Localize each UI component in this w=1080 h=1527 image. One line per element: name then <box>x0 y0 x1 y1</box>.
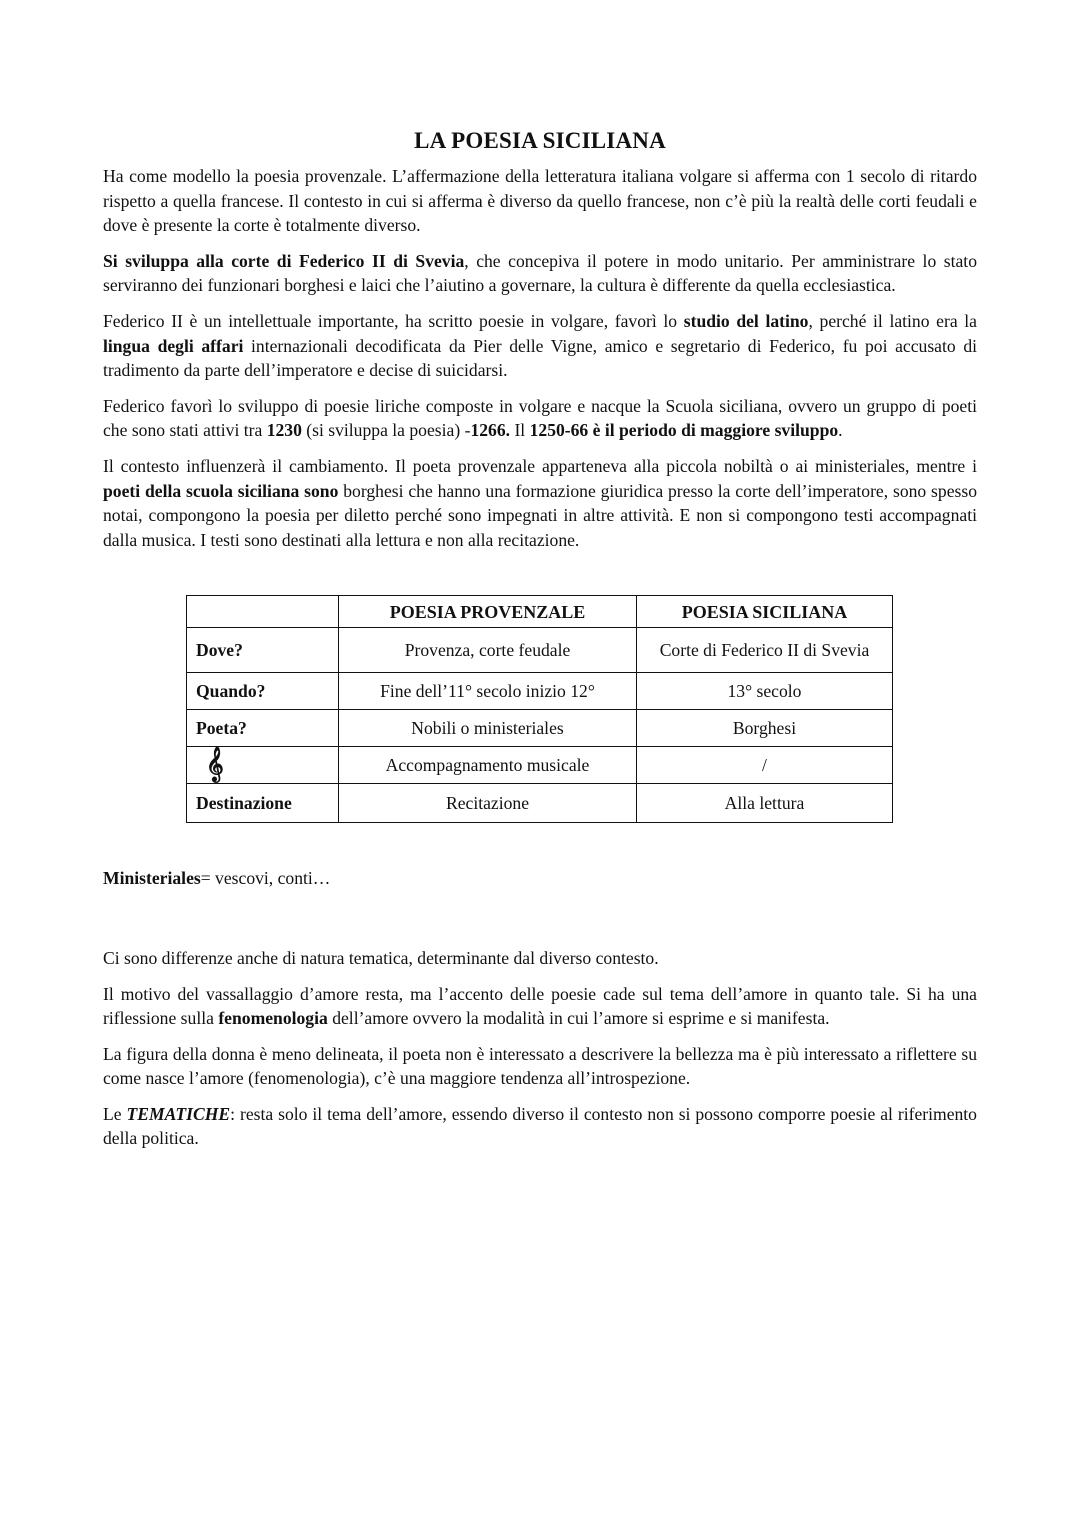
table-row <box>187 673 893 710</box>
paragraph-intro: Ha come modello la poesia provenzale. L’affermazione della letteratura italiana volgare si afferma con 1 secolo di ritardo rispetto a quella francese. Il contesto in cui si afferma è diverso da quello francese, non c’è più la realtà delle corti feudali e dove è presente la corte è totalmente diverso. <box>103 166 977 236</box>
table-cell: Alla lettura <box>637 784 893 823</box>
row-label <box>187 747 339 784</box>
paragraph-contesto: Il contesto influenzerà il cambiamento. Il poeta provenzale apparteneva alla piccola nobiltà o ai ministeriales, mentre i poeti della scuola siciliana sono borghesi che hanno una formazione giuridica presso la corte dell’imperatore, sono spesso notai, compongono la poesia per diletto perché sono impegnati in altre attività. E non si compongono testi accompagnati dalla musica. I testi sono destinati alla lettura e non alla recitazione. <box>103 455 977 550</box>
table-cell: 13° secolo <box>637 673 893 710</box>
paragraph-scuola-siciliana: Federico favorì lo sviluppo di poesie liriche composte in volgare e nacque la Scuola siciliana, ovvero un gruppo di poeti che sono stati attivi tra 1230 (si sviluppa la poesia) -1266. Il 1250-66 è il periodo di maggiore sviluppo. <box>103 395 977 441</box>
table-header-provenzale: POESIA PROVENZALE <box>339 596 637 628</box>
treble-clef-icon: 𝄞 <box>206 747 224 783</box>
row-label: Quando? <box>187 673 339 710</box>
table-cell: Corte di Federico II di Svevia <box>637 628 893 673</box>
comparison-table-wrapper <box>186 595 977 823</box>
table-cell: / <box>637 747 893 784</box>
paragraph-tematiche: Le TEMATICHE: resta solo il tema dell’amore, essendo diverso il contesto non si possono comporre poesie al riferimento della politica. <box>103 1103 977 1149</box>
paragraph-federico-intellectual: Federico II è un intellettuale importante, ha scritto poesie in volgare, favorì lo studio del latino, perché il latino era la lingua degli affari internazionali decodificata da Pier delle Vigne, amico e segretario di Federico, fu poi accusato di tradimento da parte dell’imperatore e decise di suicidarsi. <box>103 310 978 381</box>
table-cell: Accompagnamento musicale <box>339 747 637 784</box>
row-label: Destinazione <box>187 784 339 823</box>
table-cell: Recitazione <box>339 784 637 823</box>
page-title: LA POESIA SICILIANA <box>414 128 666 153</box>
table-row <box>187 710 893 747</box>
paragraph-donna: La figura della donna è meno delineata, il poeta non è interessato a descrivere la bellezza ma è più interessato a riflettere su come nasce l’amore (fenomenologia), c’è una maggiore tendenza all’introspezione. <box>103 1043 977 1089</box>
table-header-empty <box>187 596 339 628</box>
table-row <box>187 747 893 784</box>
row-label: Dove? <box>187 628 339 673</box>
paragraph-vassallaggio: Il motivo del vassallaggio d’amore resta, ma l’accento delle poesie cade sul tema dell’amore in quanto tale. Si ha una riflessione sulla fenomenologia dell’amore ovvero la modalità in cui l’amore si esprime e si manifesta. <box>103 983 977 1029</box>
comparison-table <box>186 595 893 823</box>
paragraph-federico-court: Si sviluppa alla corte di Federico II di Svevia, che concepiva il potere in modo unitario. Per amministrare lo stato serviranno dei funzionari borghesi e laici che l’aiutino a governare, la cultura è differente da quella ecclesiastica. <box>103 250 977 296</box>
table-cell: Borghesi <box>637 710 893 747</box>
document-page <box>103 128 977 1162</box>
table-cell: Fine dell’11° secolo inizio 12° <box>339 673 637 710</box>
table-header-siciliana: POESIA SICILIANA <box>637 596 893 628</box>
note-ministeriales: Ministeriales= vescovi, conti… <box>103 868 331 889</box>
paragraph-tematica: Ci sono differenze anche di natura tematica, determinante dal diverso contesto. <box>103 947 659 968</box>
row-label: Poeta? <box>187 710 339 747</box>
table-cell: Nobili o ministeriales <box>339 710 637 747</box>
table-row <box>187 784 893 823</box>
table-row <box>187 628 893 673</box>
table-header-row <box>187 596 893 628</box>
bold-text: Si sviluppa alla corte di Federico II di Svevia <box>103 250 465 271</box>
table-cell: Provenza, corte feudale <box>339 628 637 673</box>
